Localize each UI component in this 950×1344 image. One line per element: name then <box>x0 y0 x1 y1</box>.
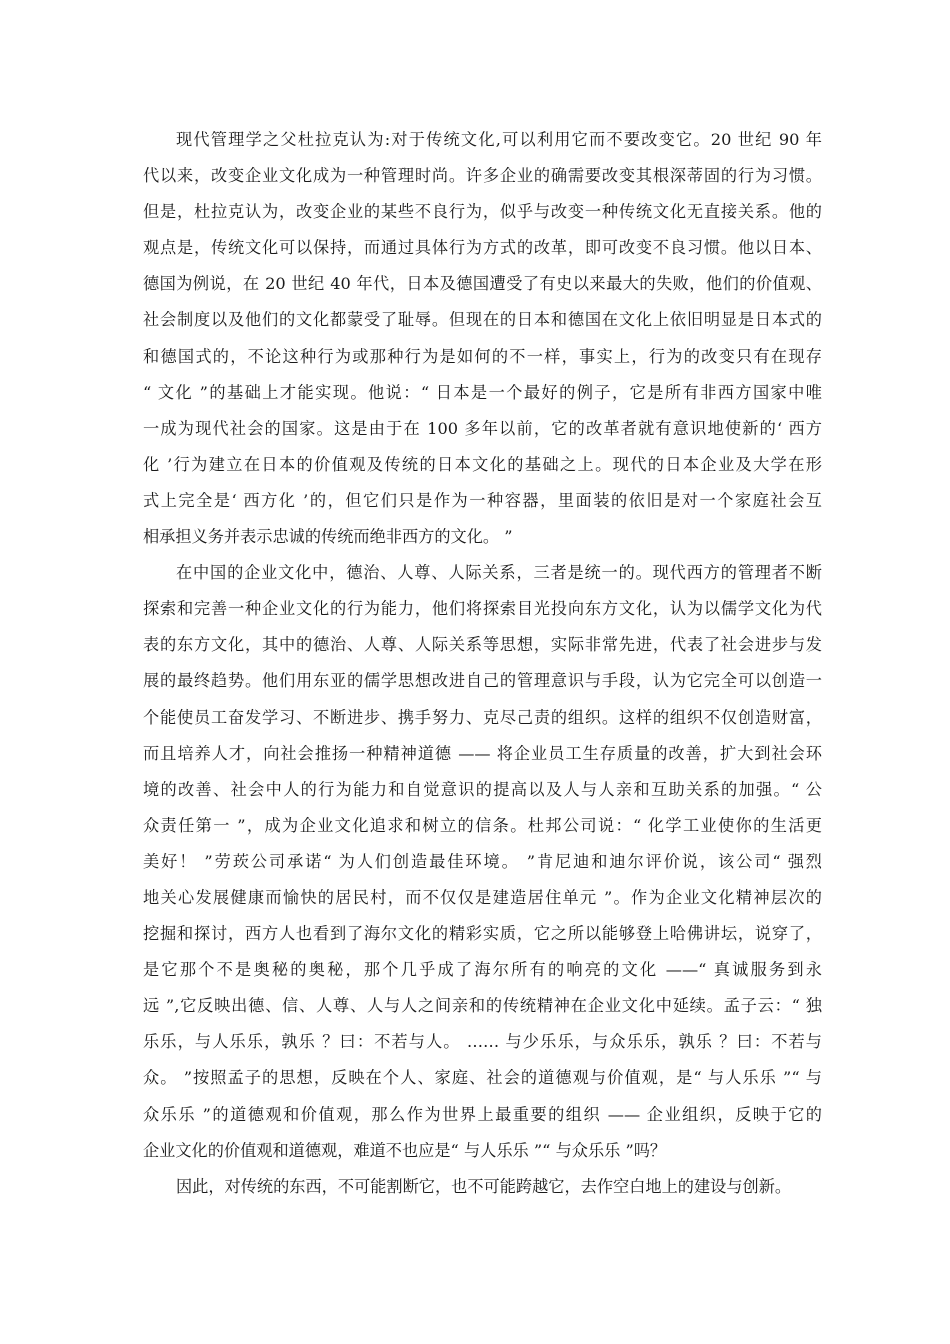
paragraph-1 <box>143 122 822 555</box>
text-line: 展的最终趋势。他们用东亚的儒学思想改进自己的管理意识与手段，认为它完全可以创造一 <box>143 671 822 691</box>
text-line: 相承担义务并表示忠诚的传统而绝非西方的文化。 ” <box>143 527 513 547</box>
text-line: 观点是，传统文化可以保持，而通过具体行为方式的改革，即可改变不良习惯。他以日本、 <box>143 238 822 258</box>
text-line: 化 ’行为建立在日本的价值观及传统的日本文化的基础之上。现代的日本企业及大学在形 <box>143 454 822 474</box>
text-line: 在中国的企业文化中，德治、人尊、人际关系，三者是统一的。现代西方的管理者不断 <box>176 563 822 583</box>
document-body <box>143 122 822 1205</box>
text-line: 而且培养人才，向社会推扬一种精神道德 —— 将企业员工生存质量的改善，扩大到社会环 <box>143 743 822 763</box>
text-line: 是它那个不是奥秘的奥秘，那个几乎成了海尔所有的响亮的文化 ——“ 真诚服务到永 <box>143 960 822 980</box>
text-line: 一成为现代社会的国家。这是由于在 100 多年以前，它的改革者就有意识地使新的‘ 西方 <box>143 418 822 438</box>
text-line: 但是，杜拉克认为，改变企业的某些不良行为，似乎与改变一种传统文化无直接关系。他的 <box>143 202 822 222</box>
text-line: 因此，对传统的东西，不可能割断它，也不可能跨越它，去作空白地上的建设与创新。 <box>176 1176 792 1196</box>
text-line: 众责任第一 ”，成为企业文化追求和树立的信条。杜邦公司说：“ 化学工业使你的生活更 <box>143 815 822 835</box>
text-line: “ 文化 ”的基础上才能实现。他说：“ 日本是一个最好的例子，它是所有非西方国家中唯 <box>143 382 822 402</box>
text-line: 挖掘和探讨，西方人也看到了海尔文化的精彩实质，它之所以能够登上哈佛讲坛，说穿了， <box>143 924 822 944</box>
text-line: 代以来，改变企业文化成为一种管理时尚。许多企业的确需要改变其根深蒂固的行为习惯。 <box>143 166 822 186</box>
text-line: 众。 ”按照孟子的思想，反映在个人、家庭、社会的道德观与价值观，是“ 与人乐乐 ”“ 与 <box>143 1068 822 1088</box>
text-line: 社会制度以及他们的文化都蒙受了耻辱。但现在的日本和德国在文化上依旧明显是日本式的 <box>143 310 822 330</box>
text-line: 乐乐，与人乐乐，孰乐 ？曰：不若与人。 …… 与少乐乐，与众乐乐，孰乐 ？曰：不若与 <box>143 1032 822 1052</box>
text-line: 企业文化的价值观和道德观，难道不也应是“ 与人乐乐 ”“ 与众乐乐 ”吗？ <box>143 1140 667 1160</box>
text-line: 远 ”,它反映出德、信、人尊、人与人之间亲和的传统精神在企业文化中延续。孟子云：“ 独 <box>143 996 822 1016</box>
paragraph-2 <box>143 555 822 1169</box>
text-line: 美好！ ”劳莰公司承诺“ 为人们创造最佳环境。 ”肯尼迪和迪尔评价说，该公司“ 强烈 <box>143 851 822 871</box>
text-line: 地关心发展健康而愉快的居民村，而不仅仅是建造居住单元 ”。作为企业文化精神层次的 <box>143 887 822 907</box>
text-line: 探索和完善一种企业文化的行为能力，他们将探索目光投向东方文化，认为以儒学文化为代 <box>143 599 822 619</box>
text-line: 众乐乐 ”的道德观和价值观，那么作为世界上最重要的组织 —— 企业组织，反映于它的 <box>143 1104 822 1124</box>
text-line: 和德国式的，不论这种行为或那种行为是如何的不一样，事实上，行为的改变只有在现存 <box>143 346 822 366</box>
text-line: 表的东方文化，其中的德治、人尊、人际关系等思想，实际非常先进，代表了社会进步与发 <box>143 635 822 655</box>
text-line: 境的改善、社会中人的行为能力和自觉意识的提高以及人与人亲和互助关系的加强。“ 公 <box>143 779 822 799</box>
text-line: 德国为例说，在 20 世纪 40 年代，日本及德国遭受了有史以来最大的失败，他们的价值观、 <box>143 274 822 294</box>
text-line: 式上完全是‘ 西方化 ’的，但它们只是作为一种容器，里面装的依旧是对一个家庭社会互 <box>143 490 822 510</box>
text-line: 现代管理学之父杜拉克认为:对于传统文化,可以利用它而不要改变它。20 世纪 90 年 <box>176 130 822 149</box>
paragraph-3 <box>143 1169 822 1205</box>
text-line: 个能使员工奋发学习、不断进步、携手努力、克尽己责的组织。这样的组织不仅创造财富， <box>143 707 822 727</box>
